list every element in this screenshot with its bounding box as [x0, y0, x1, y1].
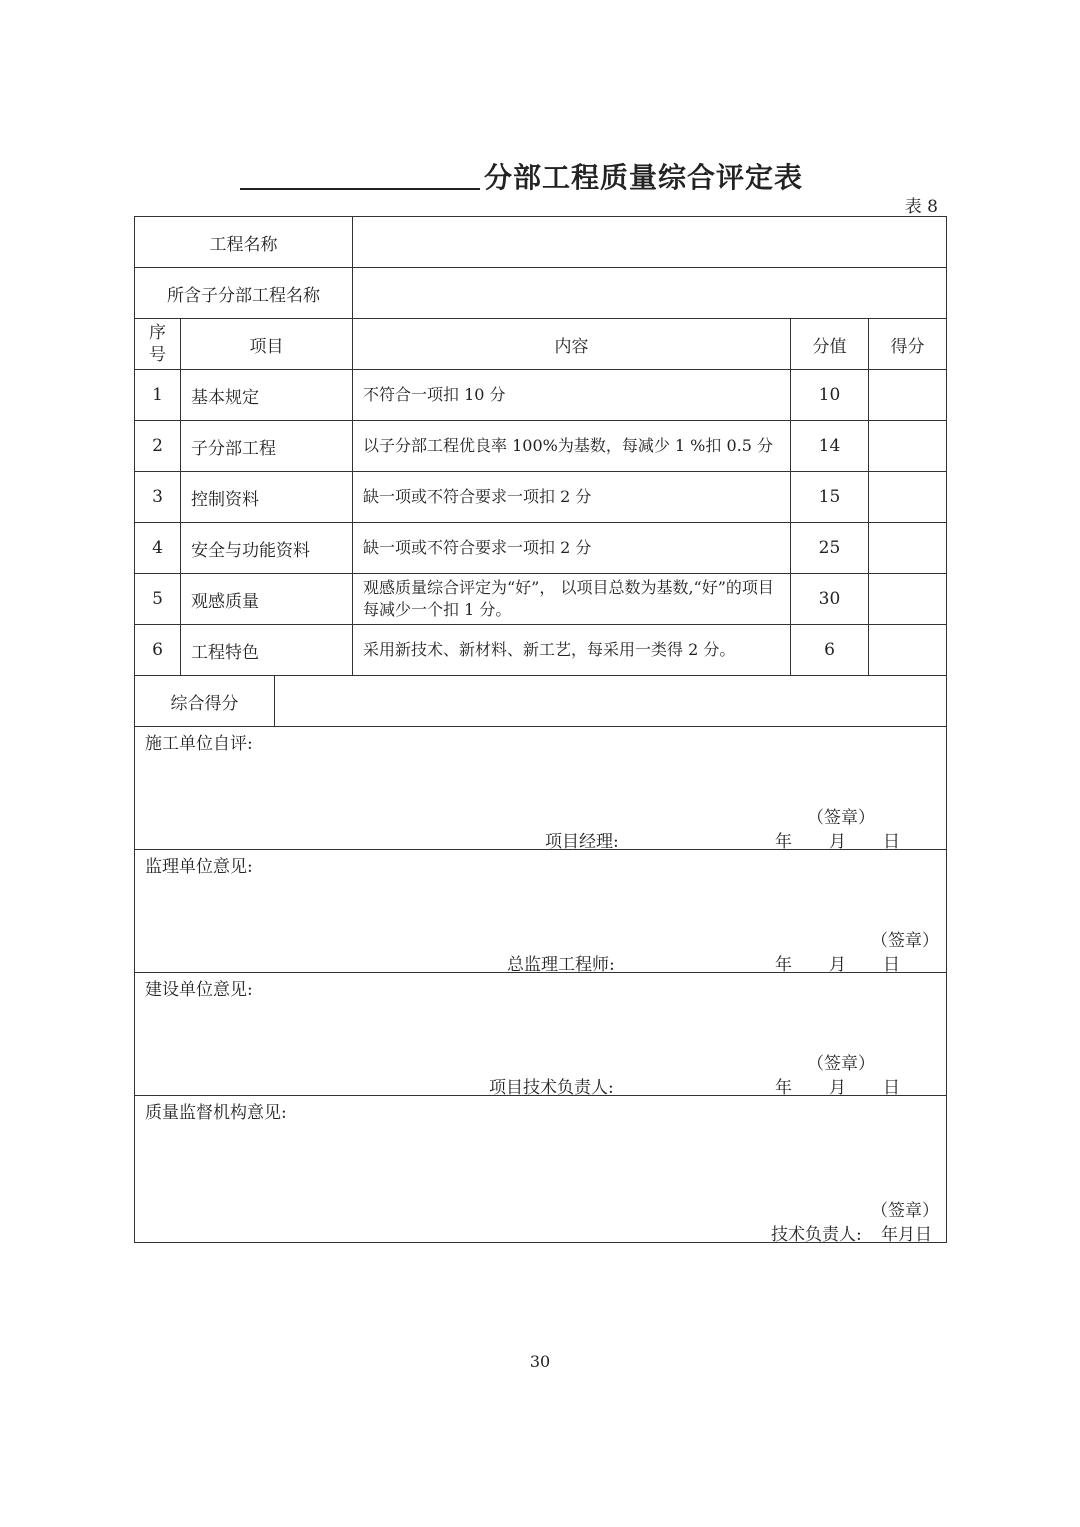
date-month: 月	[829, 1078, 846, 1098]
construction-owner-opinion[interactable]	[135, 973, 947, 1096]
row-content: 缺一项或不符合要求一项扣 2 分	[353, 472, 791, 523]
sub-projects-label: 所含子分部工程名称	[135, 268, 353, 319]
row-score: 14	[791, 421, 869, 472]
title-blank-line	[240, 188, 480, 190]
row-content: 不符合一项扣 10 分	[353, 370, 791, 421]
row-score: 10	[791, 370, 869, 421]
header-item: 项目	[181, 319, 353, 370]
row-score: 25	[791, 523, 869, 574]
signer-label: 项目经理:	[545, 832, 619, 852]
total-score-label: 综合得分	[135, 676, 275, 727]
row-got[interactable]	[869, 574, 947, 625]
seal-label: （签章）	[871, 1201, 939, 1221]
row-score: 6	[791, 625, 869, 676]
row-seq: 1	[135, 370, 181, 421]
opinion-title: 监理单位意见:	[145, 857, 253, 877]
seal-label: （签章）	[807, 1054, 875, 1074]
row-item: 安全与功能资料	[181, 523, 353, 574]
date-month: 月	[829, 955, 846, 975]
table-row	[135, 370, 947, 421]
row-score: 15	[791, 472, 869, 523]
row-got[interactable]	[869, 523, 947, 574]
row-seq: 6	[135, 625, 181, 676]
seal-label: （签章）	[871, 931, 939, 951]
row-item: 控制资料	[181, 472, 353, 523]
table-row	[135, 625, 947, 676]
header-content: 内容	[353, 319, 791, 370]
document-title	[240, 152, 840, 194]
table-row	[135, 421, 947, 472]
header-seq: 序 号	[135, 319, 181, 370]
row-content: 采用新技术、新材料、新工艺，每采用一类得 2 分。	[353, 625, 791, 676]
total-score-value[interactable]	[275, 676, 947, 727]
row-got[interactable]	[869, 472, 947, 523]
row-content: 缺一项或不符合要求一项扣 2 分	[353, 523, 791, 574]
table-row	[135, 574, 947, 625]
header-score: 分值	[791, 319, 869, 370]
row-item: 观感质量	[181, 574, 353, 625]
date-day: 日	[883, 1078, 900, 1098]
project-name-value[interactable]	[353, 217, 947, 268]
seal-label: （签章）	[807, 808, 875, 828]
construction-unit-opinion[interactable]	[135, 727, 947, 850]
signer-label: 项目技术负责人:	[489, 1078, 614, 1098]
evaluation-table	[134, 216, 947, 1243]
date-year: 年	[775, 1078, 792, 1098]
row-seq: 3	[135, 472, 181, 523]
date-year: 年	[775, 832, 792, 852]
row-got[interactable]	[869, 370, 947, 421]
date-day: 日	[883, 832, 900, 852]
row-got[interactable]	[869, 421, 947, 472]
row-item: 子分部工程	[181, 421, 353, 472]
opinion-title: 施工单位自评:	[145, 734, 253, 754]
row-item: 工程特色	[181, 625, 353, 676]
date-year: 年	[775, 955, 792, 975]
row-content: 观感质量综合评定为“好”， 以项目总数为基数,“好”的项目每减少一个扣 1 分。	[353, 574, 791, 625]
row-content: 以子分部工程优良率 100%为基数，每减少 1 %扣 0.5 分	[353, 421, 791, 472]
row-got[interactable]	[869, 625, 947, 676]
header-got: 得分	[869, 319, 947, 370]
date-day: 日	[883, 955, 900, 975]
date-month: 月	[829, 832, 846, 852]
row-seq: 2	[135, 421, 181, 472]
row-seq: 5	[135, 574, 181, 625]
row-seq: 4	[135, 523, 181, 574]
table-row	[135, 472, 947, 523]
row-item: 基本规定	[181, 370, 353, 421]
date-label: 年月日	[881, 1225, 932, 1245]
table-row	[135, 523, 947, 574]
title-text: 分部工程质量综合评定表	[484, 161, 804, 194]
signer-label: 技术负责人:	[771, 1225, 862, 1245]
signer-label: 总监理工程师:	[507, 955, 615, 975]
row-score: 30	[791, 574, 869, 625]
opinion-title: 质量监督机构意见:	[145, 1103, 287, 1123]
quality-supervision-opinion[interactable]	[135, 1096, 947, 1243]
project-name-label: 工程名称	[135, 217, 353, 268]
table-number: 表 8	[904, 197, 938, 217]
supervision-unit-opinion[interactable]	[135, 850, 947, 973]
sub-projects-value[interactable]	[353, 268, 947, 319]
opinion-title: 建设单位意见:	[145, 980, 253, 1000]
page-number: 30	[529, 1352, 551, 1371]
